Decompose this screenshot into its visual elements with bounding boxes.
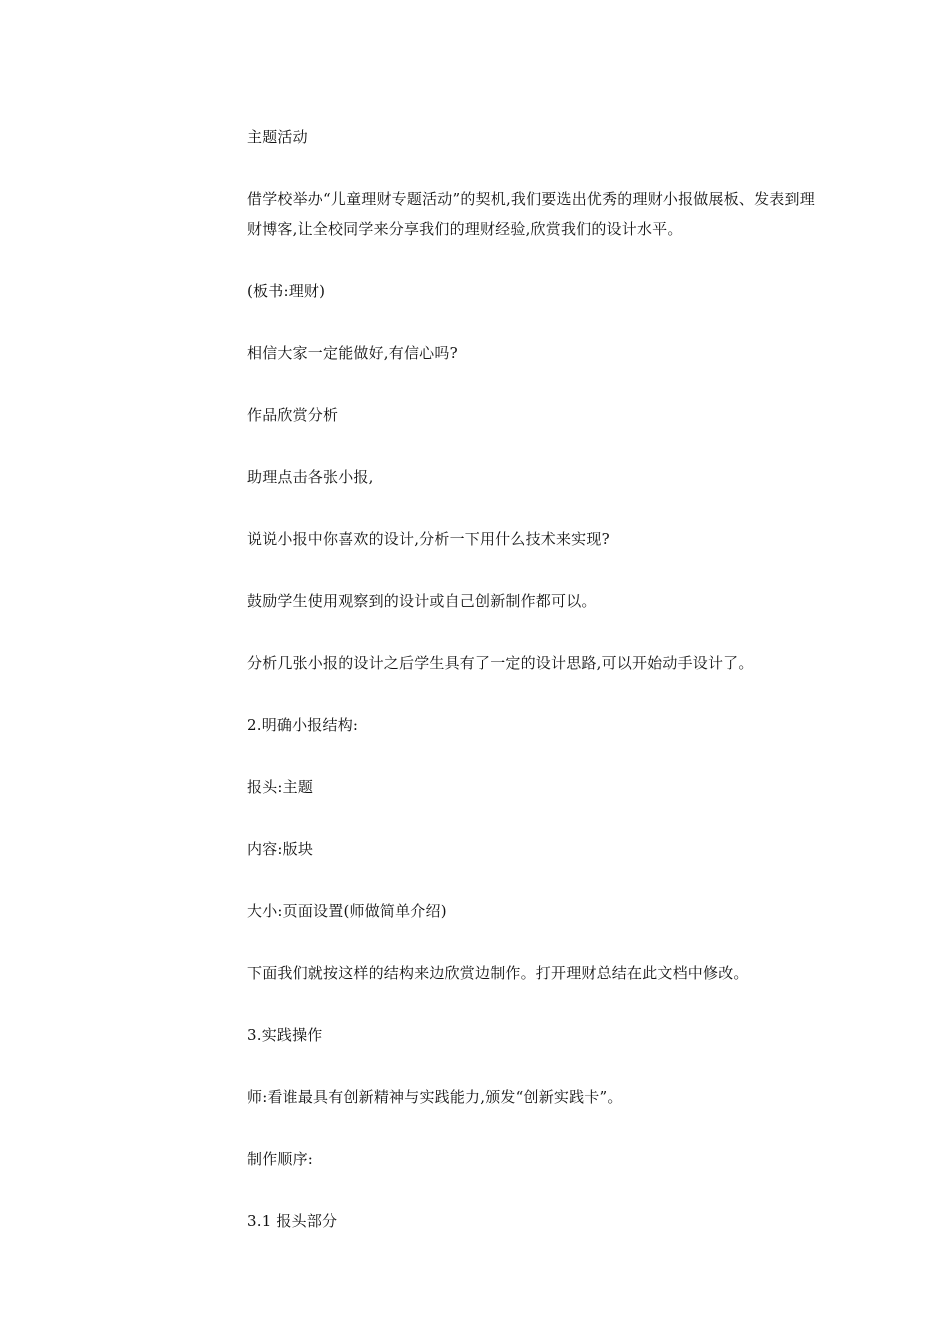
paragraph-board-note: (板书:理财) [247,282,326,300]
paragraph-heading-masthead-part: 3.1 报头部分 [247,1212,338,1230]
paragraph-teacher-award: 师:看谁最具有创新精神与实践能力,颁发“创新实践卡”。 [247,1088,623,1106]
paragraph-next-steps: 下面我们就按这样的结构来边欣赏边制作。打开理财总结在此文档中修改。 [247,964,749,982]
paragraph-masthead: 报头:主题 [247,778,314,796]
paragraph-analysis-result: 分析几张小报的设计之后学生具有了一定的设计思路,可以开始动手设计了。 [247,654,754,672]
paragraph-assistant-click: 助理点击各张小报, [247,468,374,486]
paragraph-confidence: 相信大家一定能做好,有信心吗? [247,344,458,362]
paragraph-encourage: 鼓励学生使用观察到的设计或自己创新制作都可以。 [247,592,597,610]
paragraph-discuss-design: 说说小报中你喜欢的设计,分析一下用什么技术来实现? [247,530,610,548]
paragraph-heading-structure: 2.明确小报结构: [247,716,359,734]
paragraph-heading-theme-activity: 主题活动 [247,128,308,146]
document-body [247,122,827,1236]
paragraph-production-order: 制作顺序: [247,1150,314,1168]
paragraph-intro: 借学校举办“儿童理财专题活动”的契机,我们要选出优秀的理财小报做展板、发表到理财博客,让全校同学来分享我们的理财经验,欣赏我们的设计水平。 [247,190,815,238]
paragraph-content-sections: 内容:版块 [247,840,314,858]
paragraph-page-size: 大小:页面设置(师做简单介绍) [247,902,447,920]
paragraph-heading-practice: 3.实践操作 [247,1026,323,1044]
paragraph-heading-work-appreciation: 作品欣赏分析 [247,406,339,424]
